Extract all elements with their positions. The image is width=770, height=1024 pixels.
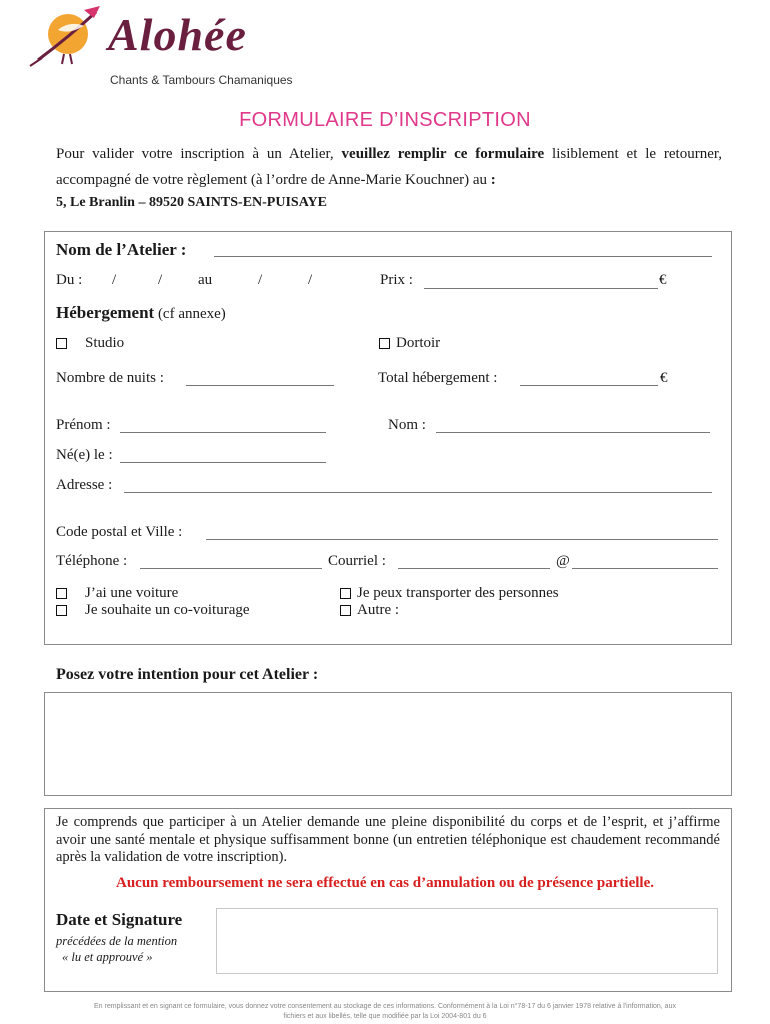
alohee-logo-bird-icon xyxy=(24,4,108,74)
registration-box xyxy=(44,231,732,645)
signature-note xyxy=(56,933,177,965)
code-postal-field[interactable] xyxy=(206,539,718,540)
atelier-name-label: Nom de l’Atelier : xyxy=(56,240,187,259)
postal-address: 5, Le Branlin – 89520 SAINTS-EN-PUISAYE xyxy=(56,195,327,210)
date-end-slash-2: / xyxy=(308,272,313,288)
dortoir-checkbox[interactable] xyxy=(379,338,390,349)
studio-option[interactable] xyxy=(56,335,124,352)
adresse-label: Adresse : xyxy=(56,477,113,493)
consent-text: Je comprends que participer à un Atelier demande une pleine disponibilité du corps et de l’esprit, et j’affirme avoir une santé mentale et physique suffisamment bonne (un entretien téléphonique est chaudement recommandé après la validation de votre inscription). xyxy=(56,814,720,865)
intro-colon: : xyxy=(490,172,496,188)
prix-label: Prix : xyxy=(380,272,413,288)
courriel-at-sign: @ xyxy=(556,553,570,569)
nom-label: Nom : xyxy=(388,417,426,433)
intention-label: Posez votre intention pour cet Atelier : xyxy=(56,666,319,683)
autre-option[interactable] xyxy=(340,602,399,619)
date-start-slash-1: / xyxy=(112,272,117,288)
intro-paragraph xyxy=(56,141,722,193)
naissance-field[interactable] xyxy=(120,462,326,463)
transporter-checkbox[interactable] xyxy=(340,588,351,599)
courriel-label: Courriel : xyxy=(328,553,386,569)
voiture-checkbox[interactable] xyxy=(56,588,67,599)
intention-textarea[interactable] xyxy=(44,692,732,796)
autre-label: Autre : xyxy=(357,602,400,618)
nuits-label: Nombre de nuits : xyxy=(56,370,164,386)
dortoir-label: Dortoir xyxy=(396,335,441,351)
autre-checkbox[interactable] xyxy=(340,605,351,616)
studio-label: Studio xyxy=(85,335,125,351)
dortoir-option[interactable] xyxy=(379,335,440,352)
hebergement-heading xyxy=(56,303,226,323)
logo-subtitle: Chants & Tambours Chamaniques xyxy=(110,73,293,87)
nuits-field[interactable] xyxy=(186,385,334,386)
du-label: Du : xyxy=(56,272,83,288)
prenom-field[interactable] xyxy=(120,432,326,433)
signature-note-line1: précédées de la mention xyxy=(56,934,178,948)
total-hebergement-label: Total hébergement : xyxy=(378,370,498,386)
hebergement-note: (cf annexe) xyxy=(157,306,226,322)
transporter-label: Je peux transporter des personnes xyxy=(357,585,559,601)
signature-note-line2: « lu et approuvé » xyxy=(62,950,153,964)
prix-euro: € xyxy=(659,272,667,288)
voiture-option[interactable] xyxy=(56,585,178,602)
covoiturage-option[interactable] xyxy=(56,602,250,619)
code-postal-label: Code postal et Ville : xyxy=(56,524,183,540)
privacy-footer xyxy=(40,1002,730,1022)
telephone-field[interactable] xyxy=(140,568,322,569)
au-label: au xyxy=(198,272,213,288)
footer-line2: fichiers et aux libellés, telle que modifiée par la Loi 2004-801 du 6 xyxy=(283,1013,487,1020)
signature-title: Date et Signature xyxy=(56,910,183,929)
naissance-label: Né(e) le : xyxy=(56,447,113,463)
nom-field[interactable] xyxy=(436,432,710,433)
atelier-name-field[interactable] xyxy=(214,256,712,257)
transporter-option[interactable] xyxy=(340,585,559,602)
telephone-label: Téléphone : xyxy=(56,553,128,569)
prix-field[interactable] xyxy=(424,288,658,289)
no-refund-warning: Aucun remboursement ne sera effectué en cas d’annulation ou de présence partielle. xyxy=(116,875,654,891)
total-euro: € xyxy=(660,370,668,386)
covoiturage-label: Je souhaite un co-voiturage xyxy=(85,602,250,618)
logo-wordmark: Alohée xyxy=(108,9,247,60)
intro-text-1: Pour valider votre inscription à un Atelier, xyxy=(56,146,342,162)
adresse-field[interactable] xyxy=(124,492,712,493)
studio-checkbox[interactable] xyxy=(56,338,67,349)
date-start-slash-2: / xyxy=(158,272,163,288)
intro-text-bold: veuillez remplir ce formulaire xyxy=(341,146,545,162)
courriel-user-field[interactable] xyxy=(398,568,550,569)
footer-line1: En remplissant et en signant ce formulaire, vous donnez votre consentement au stockage de ces informations. Conformément à la Loi n°78-17 du 6 janvier 1978 relative à l'information, aux xyxy=(94,1003,676,1010)
total-hebergement-field[interactable] xyxy=(520,385,658,386)
hebergement-label: Hébergement xyxy=(56,303,155,322)
covoiturage-checkbox[interactable] xyxy=(56,605,67,616)
signature-field[interactable] xyxy=(216,908,718,974)
intro-text-2: lisiblement et le retourner, accompagné de votre règlement (à l’ordre de Anne-Marie Kouchner) au xyxy=(56,146,723,188)
voiture-label: J’ai une voiture xyxy=(85,585,179,601)
prenom-label: Prénom : xyxy=(56,417,111,433)
courriel-domain-field[interactable] xyxy=(572,568,718,569)
date-end-slash-1: / xyxy=(258,272,263,288)
form-title: FORMULAIRE D’INSCRIPTION xyxy=(239,109,531,131)
